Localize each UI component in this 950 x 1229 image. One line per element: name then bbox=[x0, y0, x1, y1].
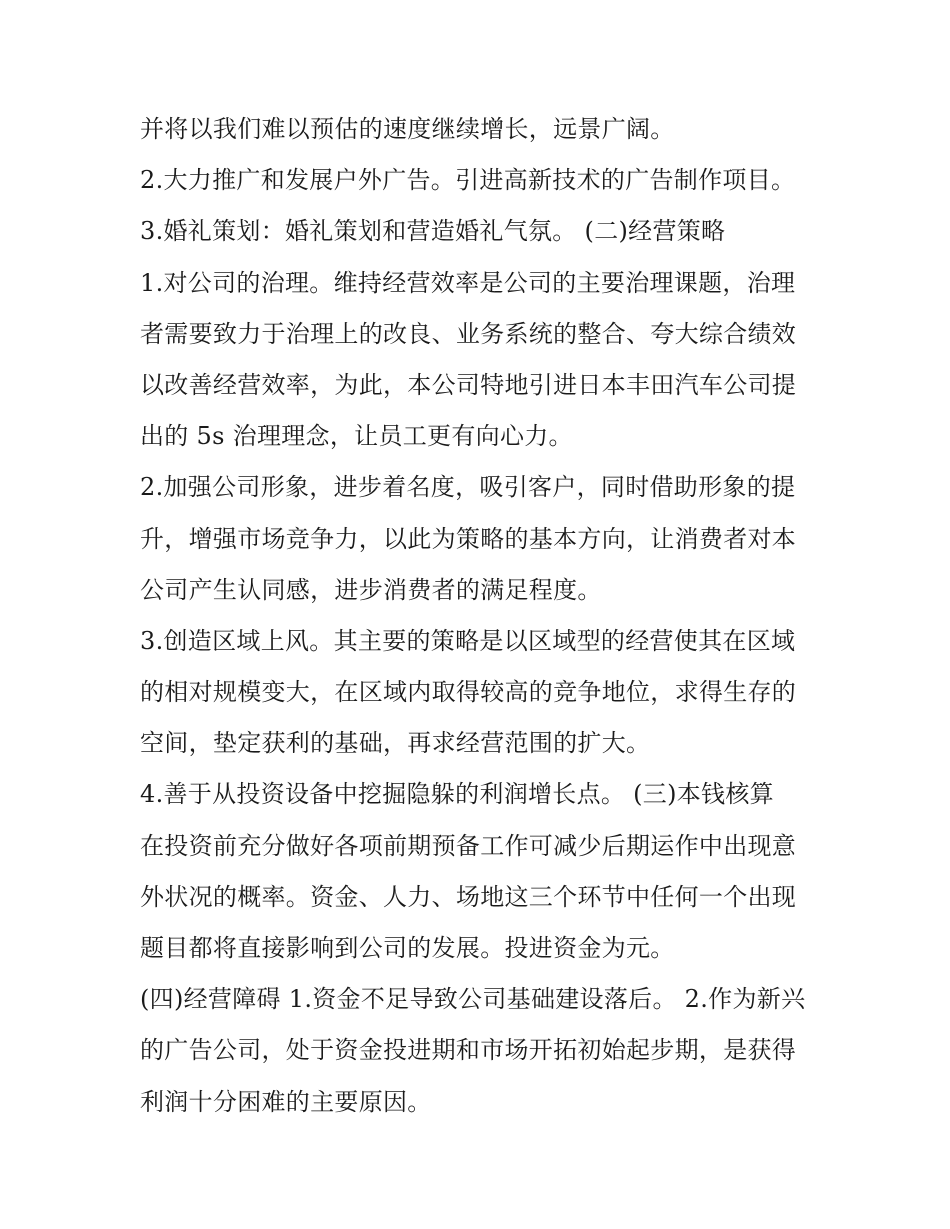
text-line: 2.大力推广和发展户外广告。引进高新技术的广告制作项目。 bbox=[140, 166, 796, 195]
text-line: 3.创造区域上风。其主要的策略是以区域型的经营使其在区域 bbox=[140, 626, 796, 655]
text-line: 题目都将直接影响到公司的发展。投进资金为元。 bbox=[140, 934, 675, 962]
text-line: (四)经营障碍 1.资金不足导致公司基础建设落后。 2.作为新兴 bbox=[140, 985, 806, 1014]
text-line: 2.加强公司形象，进步着名度，吸引客户，同时借助形象的提 bbox=[140, 473, 796, 502]
document-body bbox=[140, 104, 830, 1128]
text-line: 在投资前充分做好各项前期预备工作可减少后期运作中出现意 bbox=[140, 831, 797, 860]
text-line: 出的 5s 治理理念，让员工更有向心力。 bbox=[140, 422, 573, 451]
text-line: 以改善经营效率，为此，本公司特地引进日本丰田汽车公司提 bbox=[140, 370, 797, 399]
text-line: 外状况的概率。资金、人力、场地这三个环节中任何一个出现 bbox=[140, 882, 797, 911]
text-line: 升，增强市场竞争力，以此为策略的基本方向，让消费者对本 bbox=[140, 524, 797, 553]
text-line: 3.婚礼策划：婚礼策划和营造婚礼气氛。 (二)经营策略 bbox=[140, 217, 726, 246]
text-line: 者需要致力于治理上的改良、业务系统的整合、夸大综合绩效 bbox=[140, 319, 797, 348]
text-line: 的广告公司，处于资金投进期和市场开拓初始起步期，是获得 bbox=[140, 1036, 797, 1065]
text-line: 4.善于从投资设备中挖掘隐躲的利润增长点。 (三)本钱核算 bbox=[140, 780, 774, 809]
text-line: 利润十分困难的主要原因。 bbox=[140, 1087, 432, 1116]
text-line: 1.对公司的治理。维持经营效率是公司的主要治理课题，治理 bbox=[140, 268, 796, 297]
text-line: 的相对规模变大，在区域内取得较高的竞争地位，求得生存的 bbox=[140, 678, 797, 707]
text-line: 公司产生认同感，进步消费者的满足程度。 bbox=[140, 575, 602, 604]
text-line: 空间，垫定获利的基础，再求经营范围的扩大。 bbox=[140, 729, 651, 758]
text-line: 并将以我们难以预估的速度继续增长，远景广阔。 bbox=[140, 115, 675, 143]
